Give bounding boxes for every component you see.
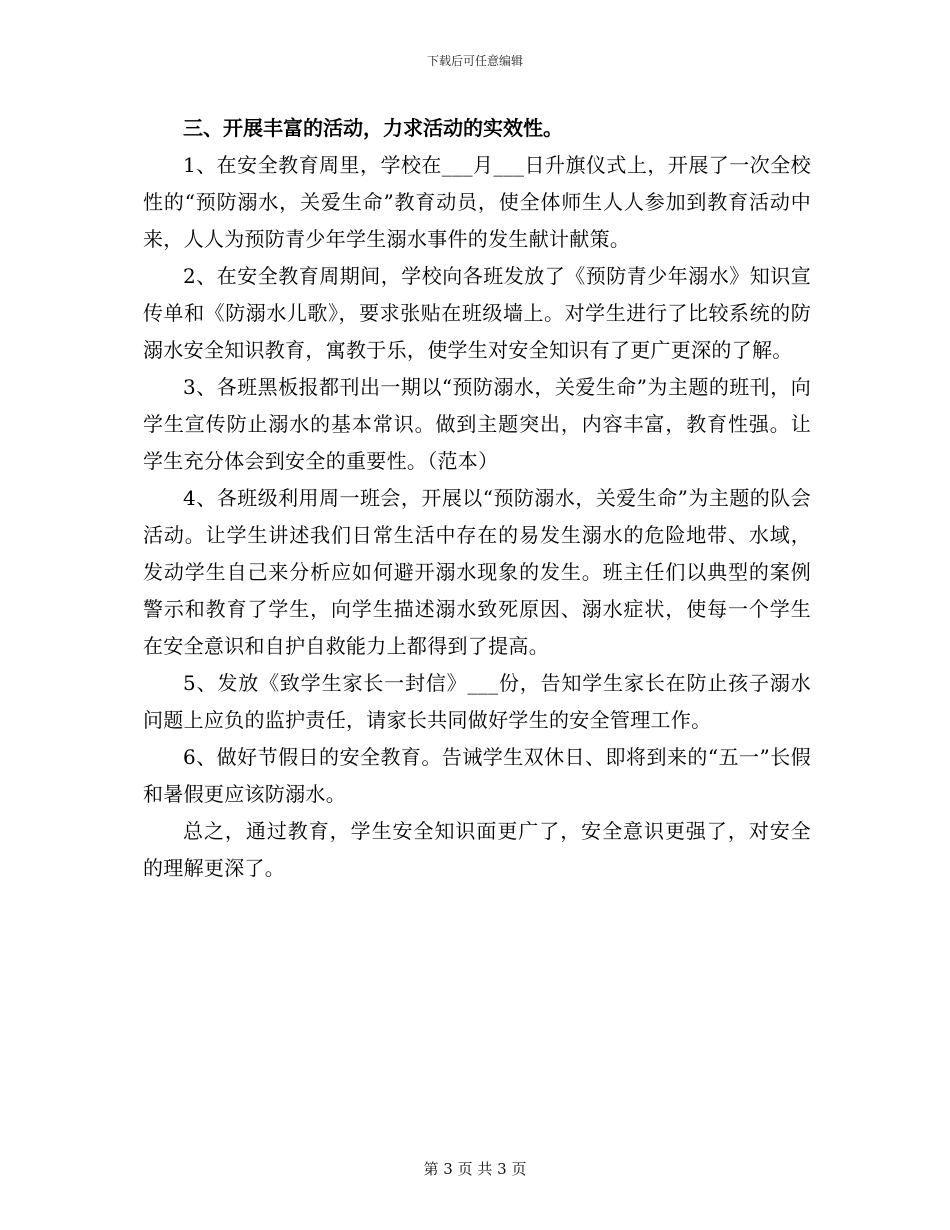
paragraph-item-6: 6、做好节假日的安全教育。告诫学生双休日、即将到来的“五一”长假和暑假更应该防溺水。 [143,745,811,806]
page-number: 第 3 页 共 3 页 [423,1160,527,1178]
paragraph-item-5: 5、发放《致学生家长一封信》___份，告知学生家长在防止孩子溺水问题上应负的监护责任，请家长共同做好学生的安全管理工作。 [143,671,811,732]
page-header: 下载后可任意编辑 [426,54,523,68]
section-heading: 三、开展丰富的活动，力求活动的实效性。 [183,116,563,140]
document-body [143,110,811,887]
paragraph-item-4: 4、各班级利用周一班会，开展以“预防溺水，关爱生命”为主题的队会活动。让学生讲述我们日常生活中存在的易发生溺水的危险地带、水域，发动学生自己来分析应如何避开溺水现象的发生。班主任们以典型的案例警示和教育了学生，向学生描述溺水致死原因、溺水症状，使每一个学生在安全意识和自护自救能力上都得到了提高。 [143,486,811,658]
paragraph-item-1: 1、在安全教育周里，学校在___月___日升旗仪式上，开展了一次全校性的“预防溺水，关爱生命”教育动员，使全体师生人人参加到教育活动中来，人人为预防青少年学生溺水事件的发生献计献策。 [143,153,811,251]
paragraph-item-2: 2、在安全教育周期间，学校向各班发放了《预防青少年溺水》知识宣传单和《防溺水儿歌》，要求张贴在班级墙上。对学生进行了比较系统的防溺水安全知识教育，寓教于乐，使学生对安全知识有了更广更深的了解。 [143,264,811,362]
paragraph-item-3: 3、各班黑板报都刊出一期以“预防溺水，关爱生命”为主题的班刊，向学生宣传防止溺水的基本常识。做到主题突出，内容丰富，教育性强。让学生充分体会到安全的重要性。（范本） [143,375,811,473]
summary-paragraph: 总之，通过教育，学生安全知识面更广了，安全意识更强了，对安全的理解更深了。 [143,819,811,880]
